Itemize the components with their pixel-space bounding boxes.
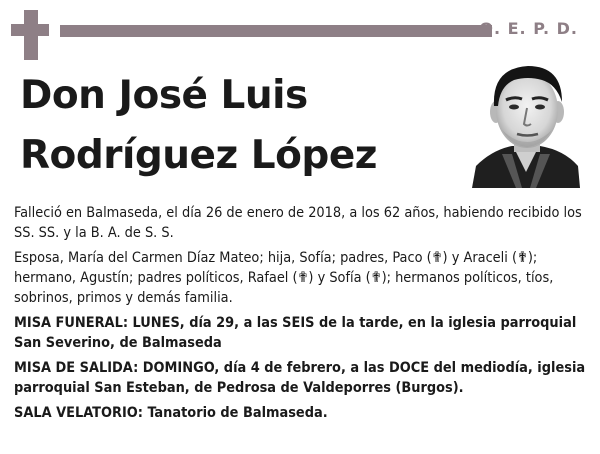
obituary-body [14, 203, 586, 428]
cross-horizontal-bar [11, 24, 49, 36]
deceased-name-line2: Rodríguez López [20, 133, 377, 178]
header-divider-bar [60, 25, 492, 37]
family-list: Esposa, María del Carmen Díaz Mateo; hija, Sofía; padres, Paco (✟) y Araceli (✟); hermano, Agustín; padres políticos, Rafael (✟) y Sofía (✟); hermanos políticos, tíos, sobrinos, primos y demás familia. [14, 250, 554, 306]
qepd-label: Q. E. P. D. [479, 19, 578, 38]
deceased-name [20, 66, 460, 186]
wake-room: SALA VELATORIO: Tanatorio de Balmaseda. [14, 405, 328, 421]
portrait-photo [472, 62, 580, 188]
departure-mass: MISA DE SALIDA: DOMINGO, día 4 de febrero, a las DOCE del mediodía, iglesia parroquial San Esteban, de Pedrosa de Valdeporres (Burgos). [14, 360, 586, 396]
funeral-mass: MISA FUNERAL: LUNES, día 29, a las SEIS de la tarde, en la iglesia parroquial San Severino, de Balmaseda [14, 315, 577, 351]
death-notice: Falleció en Balmaseda, el día 26 de enero de 2018, a los 62 años, habiendo recibido los SS. SS. y la B. A. de S. S. [14, 205, 582, 241]
deceased-name-line1: Don José Luis [20, 73, 308, 118]
